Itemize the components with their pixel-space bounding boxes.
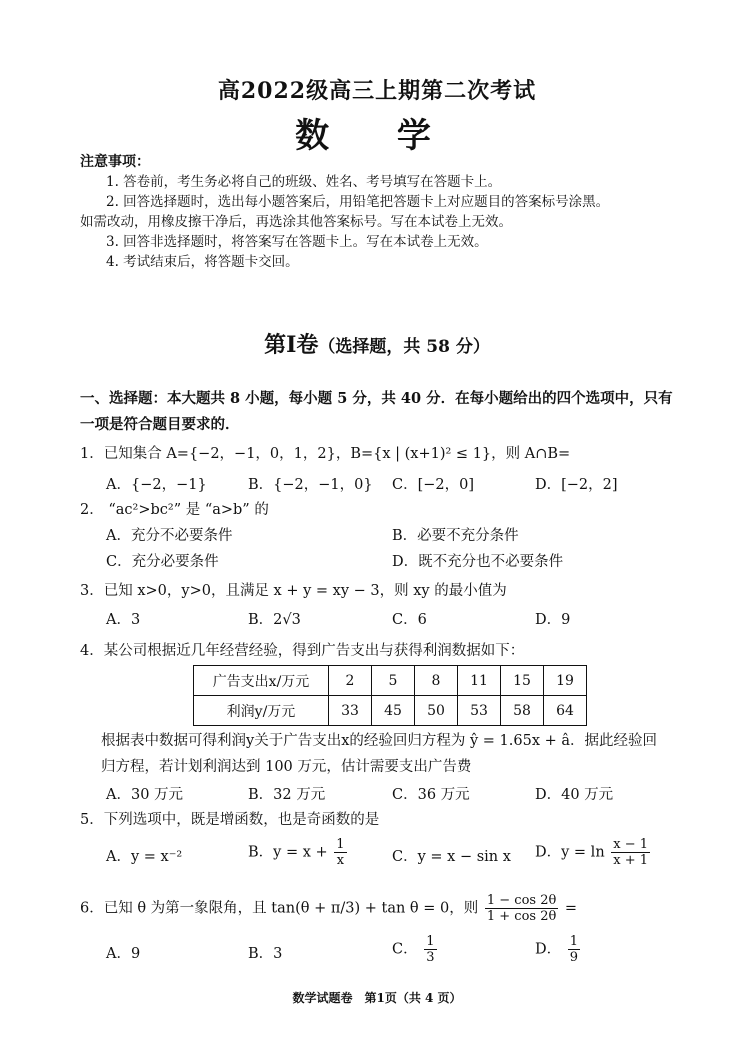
fraction xyxy=(568,934,580,965)
fraction-numerator: 1 xyxy=(569,934,579,949)
question-3-option-a: A．3 xyxy=(106,612,141,628)
fraction-denominator: x xyxy=(336,853,345,868)
question-6-stem xyxy=(80,893,577,924)
table-cell: 19 xyxy=(544,666,587,696)
question-6-option-b: B．3 xyxy=(248,946,283,962)
option-c-prefix: C． xyxy=(392,941,418,958)
part-heading-line-1: 一、选择题：本大题共 8 小题，每小题 5 分，共 40 分．在每小题给出的四个选项中，只有 xyxy=(80,390,673,407)
note-item-2-continued: 如需改动，用橡皮擦干净后，再选涂其他答案标号。写在本试卷上无效。 xyxy=(80,214,512,230)
question-1-stem: 1．已知集合 A={−2，−1，0，1，2}，B={x | (x+1)² ≤ 1}，则 A∩B= xyxy=(80,446,571,462)
fraction xyxy=(334,837,346,868)
question-2-stem: 2． “ac²>bc²” 是 “a>b” 的 xyxy=(80,502,269,518)
table-row xyxy=(194,666,587,696)
option-b-prefix: B．y = x + xyxy=(248,844,328,861)
table-cell: 58 xyxy=(501,696,544,726)
table-cell: 2 xyxy=(329,666,372,696)
question-6-option-c xyxy=(392,934,439,965)
question-5-option-c: C．y = x − sin x xyxy=(392,849,511,865)
table-row-header: 广告支出x/万元 xyxy=(194,666,329,696)
question-1-option-c: C．[−2，0] xyxy=(392,477,475,493)
page-footer: 数学试题卷 第1页（共 4 页） xyxy=(292,991,462,1005)
table-row xyxy=(194,696,587,726)
part-heading-line-2: 一项是符合题目要求的． xyxy=(80,416,240,433)
question-1-option-d: D．[−2，2] xyxy=(535,477,618,493)
question-3-stem: 3．已知 x>0，y>0，且满足 x + y = xy − 3，则 xy 的最小值为 xyxy=(80,583,507,599)
fraction-denominator: x + 1 xyxy=(613,853,649,868)
fraction xyxy=(485,893,558,924)
table-cell: 11 xyxy=(458,666,501,696)
note-item-3: 3. 回答非选择题时，将答案写在答题卡上。写在本试卷上无效。 xyxy=(106,234,488,250)
fraction-denominator: 3 xyxy=(426,950,435,965)
table-cell: 33 xyxy=(329,696,372,726)
option-d-prefix: D． xyxy=(535,941,562,958)
fraction-numerator: 1 xyxy=(336,837,345,852)
fraction-denominator: 1 + cos 2θ xyxy=(486,909,557,924)
question-4-text-2: 归方程，若计划利润达到 100 万元，估计需要支出广告费 xyxy=(101,759,472,775)
subject-title: 数 学 xyxy=(295,116,459,156)
question-1-option-b: B．{−2，−1，0} xyxy=(248,477,373,493)
question-6-stem-equals: = xyxy=(564,900,578,917)
ad-profit-table xyxy=(193,665,587,726)
question-6-stem-text: 6．已知 θ 为第一象限角，且 tan(θ + π/3) + tan θ = 0，则 xyxy=(80,900,479,917)
table-cell: 8 xyxy=(415,666,458,696)
section-title xyxy=(0,328,754,359)
question-6-option-d xyxy=(535,934,582,965)
question-1-option-a: A．{−2，−1} xyxy=(106,477,207,493)
fraction-denominator: 9 xyxy=(569,950,579,965)
question-4-text-1: 根据表中数据可得利润y关于广告支出x的经验回归方程为 ŷ = 1.65x + â．据此经验回 xyxy=(101,733,658,749)
table-cell: 50 xyxy=(415,696,458,726)
table-cell: 5 xyxy=(372,666,415,696)
exam-title: 高2022级高三上期第二次考试 xyxy=(217,78,537,104)
question-3-option-b: B．2√3 xyxy=(248,612,301,628)
table-row-header: 利润y/万元 xyxy=(194,696,329,726)
fraction-numerator: 1 xyxy=(426,934,435,949)
question-4-option-a: A．30 万元 xyxy=(106,787,184,803)
question-2-option-c: C．充分必要条件 xyxy=(106,554,219,570)
fraction xyxy=(424,934,436,965)
question-4-option-d: D．40 万元 xyxy=(535,787,614,803)
question-4-stem: 4．某公司根据近几年经营经验，得到广告支出与获得利润数据如下： xyxy=(80,643,525,659)
fraction xyxy=(611,837,650,868)
question-2-option-a: A．充分不必要条件 xyxy=(106,528,233,544)
question-2-option-d: D．既不充分也不必要条件 xyxy=(392,554,564,570)
question-5-option-b xyxy=(248,837,349,868)
note-item-1: 1. 答卷前，考生务必将自己的班级、姓名、考号填写在答题卡上。 xyxy=(106,174,502,190)
table-cell: 15 xyxy=(501,666,544,696)
question-5-option-d xyxy=(535,837,652,868)
question-4-option-b: B．32 万元 xyxy=(248,787,326,803)
question-5-option-a: A．y = x⁻² xyxy=(106,849,183,865)
section-name: 第Ⅰ卷 xyxy=(264,332,319,358)
note-item-4: 4. 考试结束后，将答题卡交回。 xyxy=(106,254,299,270)
fraction-numerator: x − 1 xyxy=(613,837,649,852)
note-item-2: 2. 回答选择题时，选出每小题答案后，用铅笔把答题卡上对应题目的答案标号涂黑。 xyxy=(106,194,610,210)
question-3-option-d: D．9 xyxy=(535,612,571,628)
fraction-numerator: 1 − cos 2θ xyxy=(486,893,557,908)
option-d-prefix: D．y = ln xyxy=(535,844,605,861)
question-3-option-c: C．6 xyxy=(392,612,427,628)
question-5-stem: 5．下列选项中，既是增函数，也是奇函数的是 xyxy=(80,812,380,828)
notes-heading: 注意事项： xyxy=(80,154,150,170)
question-6-option-a: A．9 xyxy=(106,946,141,962)
question-4-option-c: C．36 万元 xyxy=(392,787,470,803)
table-cell: 45 xyxy=(372,696,415,726)
section-subtitle: （选择题，共 58 分） xyxy=(318,337,490,357)
table-cell: 64 xyxy=(544,696,587,726)
question-2-option-b: B．必要不充分条件 xyxy=(392,528,519,544)
table-cell: 53 xyxy=(458,696,501,726)
